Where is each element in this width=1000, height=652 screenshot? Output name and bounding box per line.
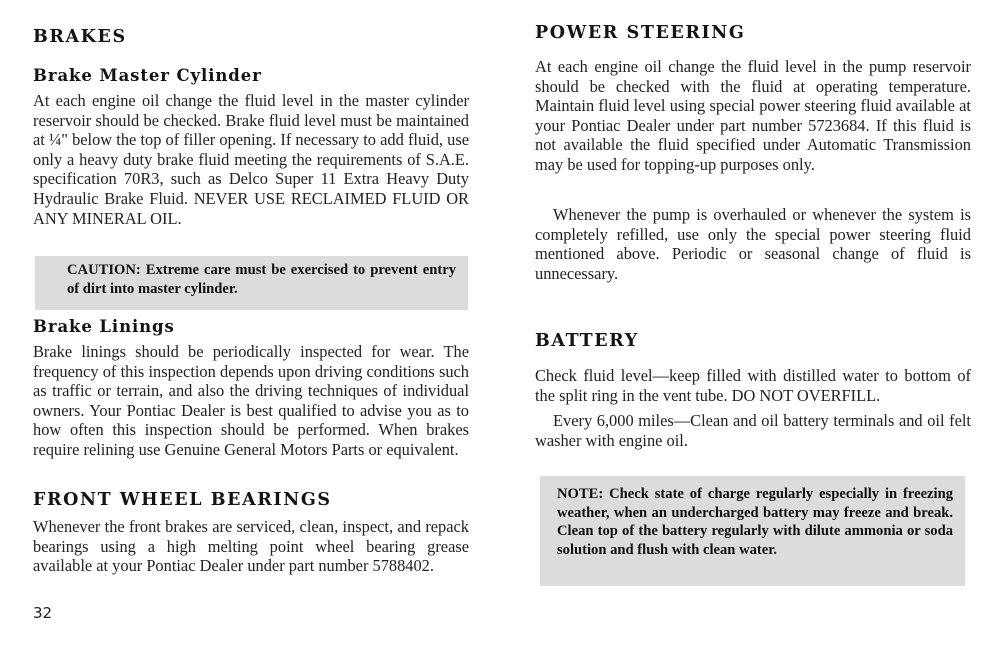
- note-text: NOTE: Check state of charge regularly especially in freezing weather, when an undercharged battery may freeze and break. Clean top of the battery regularly with dilute ammonia or soda solution and flush with clean water.: [557, 486, 953, 558]
- caution-text: CAUTION: Extreme care must be exercised to prevent entry of dirt into master cylinder.: [67, 262, 456, 297]
- power-steering-text-2: Whenever the pump is overhauled or whenever the system is completely refilled, use only the special power steering fluid mentioned above. Periodic or seasonal change of fluid is unnecessary.: [535, 205, 971, 283]
- brake-linings-text: Brake linings should be periodically inspected for wear. The frequency of this inspection depends upon driving conditions such as traffic or terrain, and also the driving techniques of individual owners. Your Pontiac Dealer is best qualified to advise you as to how often this inspection should be performed. When brakes require relining use Genuine General Motors Parts or equivalent.: [33, 342, 469, 459]
- battery-heading: BATTERY: [535, 331, 639, 351]
- power-steering-heading: POWER STEERING: [535, 23, 746, 43]
- power-steering-text-1: At each engine oil change the fluid level in the pump reservoir should be checked with the fluid at operating temperature. Maintain fluid level using special power steering fluid available at your Pontiac Dealer under part number 5723684. If this fluid is not available the fluid specified under Automatic Transmission may be used for topping-up purposes only.: [535, 57, 971, 174]
- note-box: [540, 476, 965, 586]
- battery-text-2: Every 6,000 miles—Clean and oil battery terminals and oil felt washer with engine oil.: [535, 411, 971, 450]
- page-number: 32: [33, 604, 53, 622]
- battery-text-1: Check fluid level—keep filled with distilled water to bottom of the split ring in the vent tube. DO NOT OVERFILL.: [535, 366, 971, 405]
- master-cylinder-text: At each engine oil change the fluid level in the master cylinder reservoir should be checked. Brake fluid level must be maintained at ¼" below the top of filler opening. If necessary to add fluid, use only a heavy duty brake fluid meeting the requirements of S.A.E. specification 70R3, such as Delco Super 11 Extra Heavy Duty Hydraulic Brake Fluid. NEVER USE RECLAIMED FLUID OR ANY MINERAL OIL.: [33, 91, 469, 228]
- front-wheel-bearings-heading: FRONT WHEEL BEARINGS: [33, 490, 332, 510]
- caution-box: [35, 256, 468, 310]
- brakes-heading: BRAKES: [33, 27, 127, 47]
- brake-linings-heading: Brake Linings: [33, 317, 175, 336]
- master-cylinder-heading: Brake Master Cylinder: [33, 66, 262, 85]
- front-wheel-bearings-text: Whenever the front brakes are serviced, clean, inspect, and repack bearings using a high melting point wheel bearing grease available at your Pontiac Dealer under part number 5788402.: [33, 517, 469, 576]
